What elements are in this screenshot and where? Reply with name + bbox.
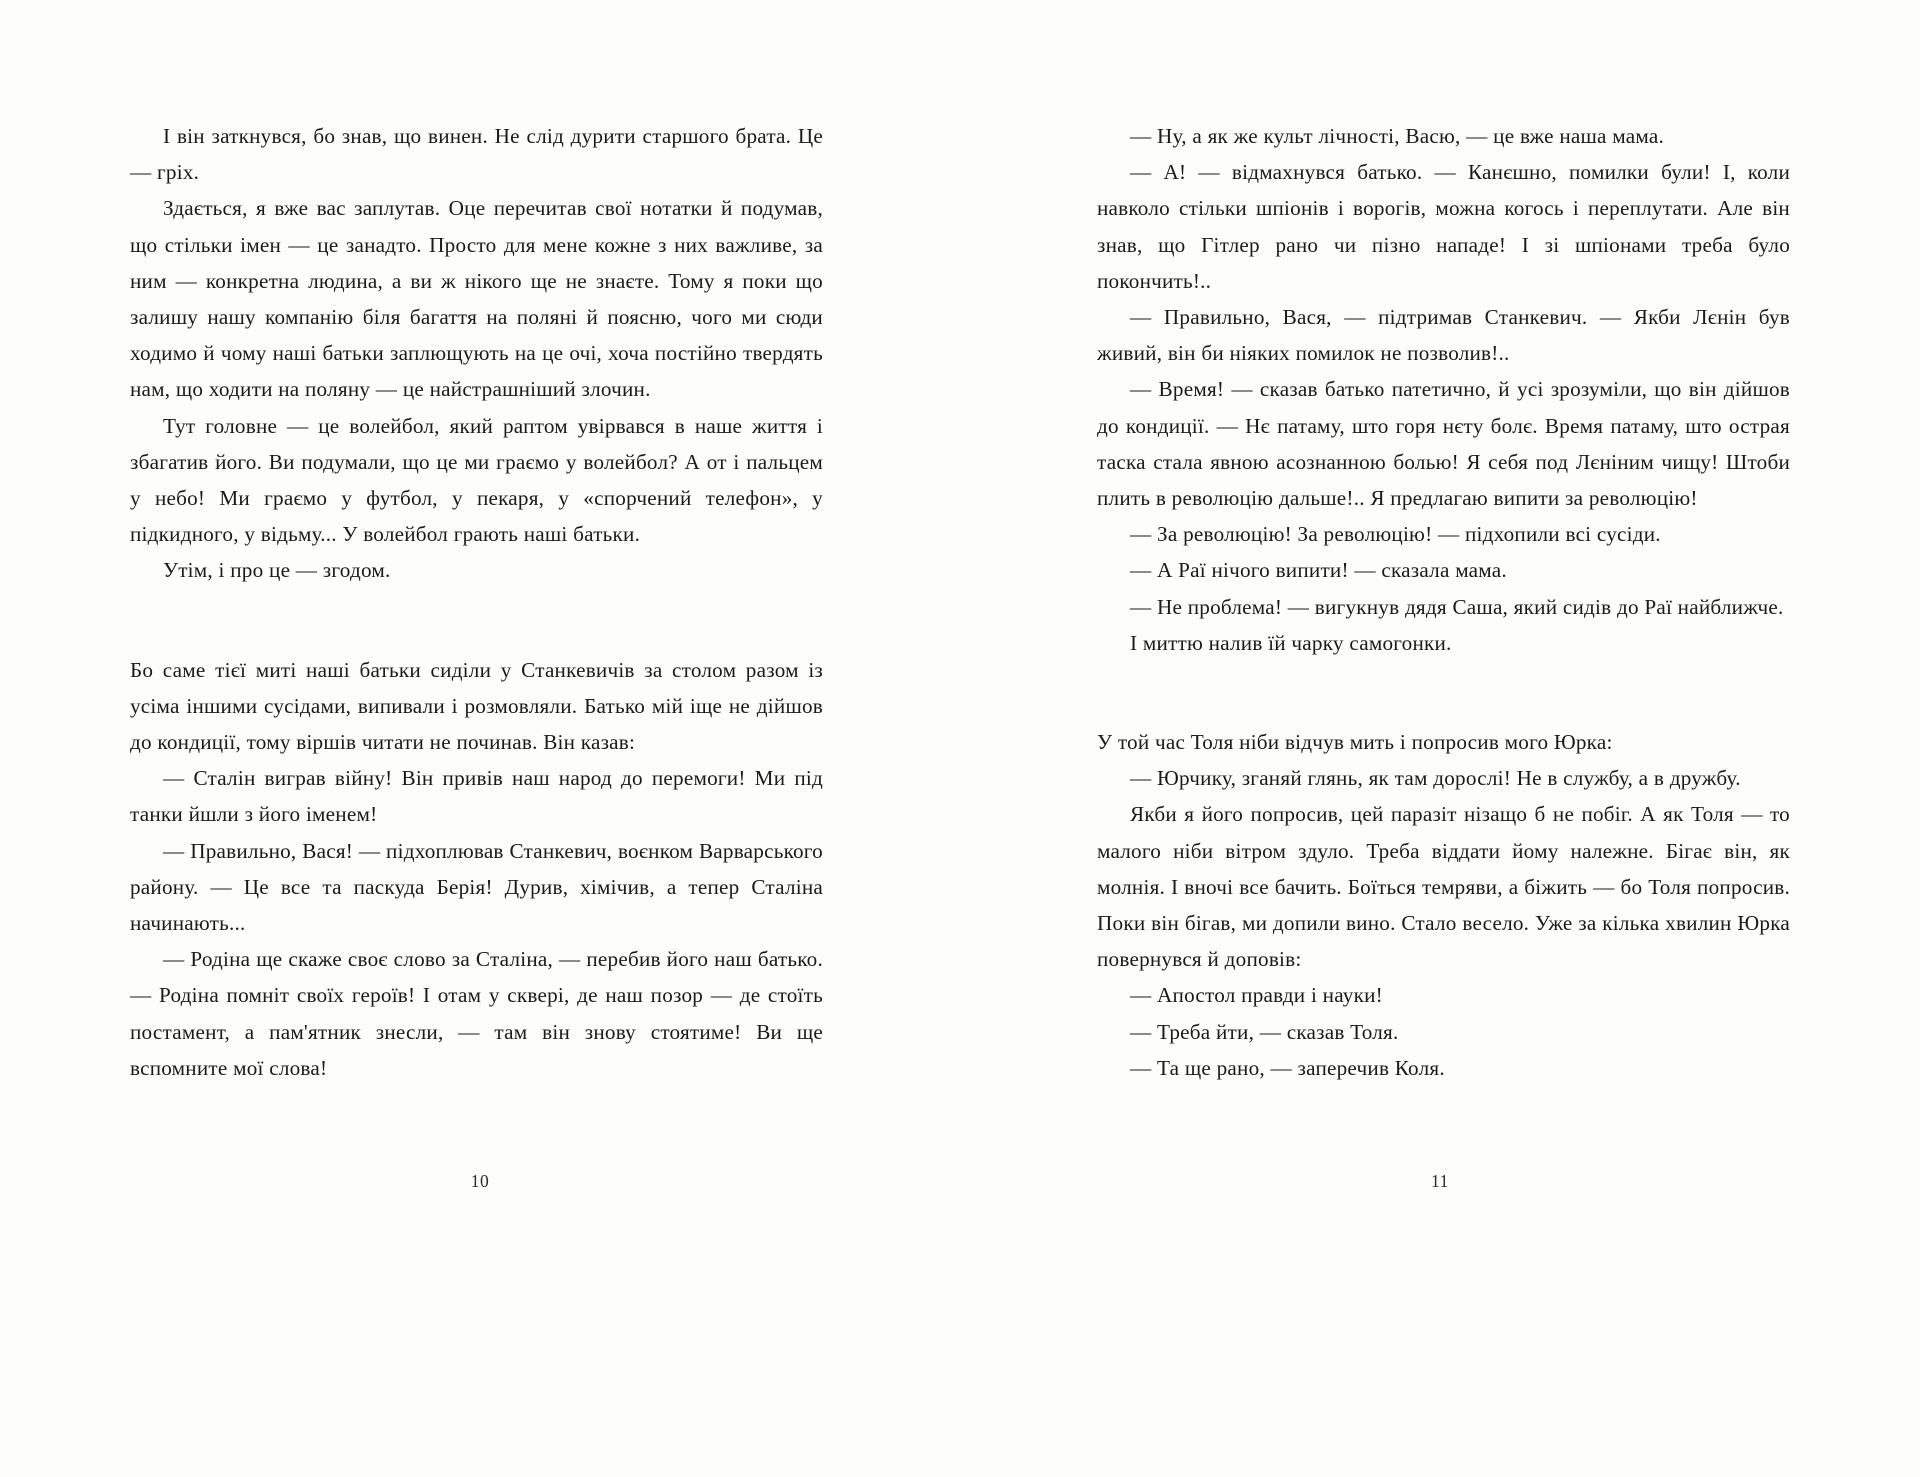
paragraph: Тут головне — це волейбол, який раптом увірвався в наше життя і збагатив його. Ви подумали, що це ми граємо у волейбол? А от і пальцем у небо! Ми граємо у футбол, у пекаря, у «спорчений телефон», у підкидного, у відьму... У волейбол грають наші батьки. <box>130 413 823 547</box>
left-block-2 <box>130 652 823 1086</box>
paragraph: — Та ще рано, — заперечив Коля. <box>1130 1055 1445 1080</box>
paragraph: У той час Толя ніби відчув мить і попросив мого Юрка: <box>1097 730 1613 755</box>
paragraph: — Юрчику, зганяй глянь, як там дорослі! Не в службу, а в дружбу. <box>1130 766 1741 791</box>
paragraph: — Апостол правди і науки! <box>1130 983 1383 1008</box>
right-block-2 <box>1097 724 1790 1086</box>
paragraph: — Ну, а як же культ лічності, Васю, — це вже наша мама. <box>1130 124 1664 148</box>
page-number-value: 11 <box>1431 1171 1449 1191</box>
right-block-1 <box>1097 118 1790 661</box>
paragraph: Утім, і про це — згодом. <box>163 558 391 583</box>
paragraph: — Родіна ще скаже своє слово за Сталіна, — перебив його наш батько. — Родіна помніт своїх героїв! І отам у сквері, де наш позор — де стоїть постамент, а пам'ятник знесли, — там він знову стоятиме! Ви ще вспомните мої слова! <box>130 947 823 1080</box>
paragraph: І він заткнувся, бо знав, що винен. Не слід дурити старшого брата. Це — гріх. <box>130 124 823 185</box>
page-number-left <box>0 1171 960 1192</box>
section-break <box>1097 661 1790 724</box>
right-page <box>960 0 1920 1477</box>
paragraph: Якби я його попросив, цей паразіт нізащо б не побіг. А як Толя — то малого ніби вітром здуло. Треба віддати йому належне. Бігає він, як молнія. І вночі все бачить. Боїться темряви, а біжить — бо Толя попросив. Поки він бігав, ми допили вино. Стало весело. Уже за кілька хвилин Юрка повернувся й доповів: <box>1097 802 1790 972</box>
paragraph: Здається, я вже вас заплутав. Оце перечитав свої нотатки й подумав, що стільки імен — це занадто. Просто для мене кожне з них важливе, за ним — конкретна людина, а ви ж нікого ще не знаєте. Тому я поки що залишу нашу компанію біля багаття на поляні й поясню, чого ми сюди ходимо й чому наші батьки заплющують на це очі, хоча постійно твердять нам, що ходити на поляну — це найстрашніший злочин. <box>130 196 823 402</box>
paragraph: — Правильно, Вася, — підтримав Станкевич. — Якби Лєнін був живий, він би ніяких помилок не позволив!.. <box>1097 305 1790 366</box>
page-number-value: 10 <box>470 1171 490 1191</box>
paragraph: — За революцію! За революцію! — підхопили всі сусіди. <box>1130 522 1661 547</box>
left-page-body <box>130 118 823 1086</box>
paragraph: — А! — відмахнувся батько. — Канєшно, помилки були! І, коли навколо стільки шпіонів і ворогів, можна когось і переплутати. Але він знав, що Гітлер рано чи пізно нападе! І зі шпіонами треба було покончить!.. <box>1097 160 1790 293</box>
paragraph: — А Раї нічого випити! — сказала мама. <box>1130 558 1507 583</box>
paragraph: — Время! — сказав батько патетично, й усі зрозуміли, що він дійшов до кондиції. — Нє патаму, што горя нєту болє. Время патаму, што острая таска стала явною асознанною болью! Я себя под Лєніним чищу! Штоби плить в революцію дальше!.. Я предлагаю випити за революцію! <box>1097 377 1790 511</box>
paragraph: — Не проблема! — вигукнув дядя Саша, який сидів до Раї найближче. <box>1130 594 1784 619</box>
paragraph: І миттю налив їй чарку самогонки. <box>1130 630 1452 655</box>
paragraph: — Треба йти, — сказав Толя. <box>1130 1019 1399 1044</box>
left-block-1 <box>130 118 823 589</box>
section-break <box>130 589 823 652</box>
paragraph: Бо саме тієї миті наші батьки сиділи у Станкевичів за столом разом із усіма іншими сусідами, випивали і розмовляли. Батько мій іще не дійшов до кондиції, тому віршів читати не починав. Він казав: <box>130 657 823 755</box>
right-page-body <box>1097 118 1790 1086</box>
paragraph: — Сталін виграв війну! Він привів наш народ до перемоги! Ми під танки йшли з його іменем! <box>130 766 823 827</box>
paragraph: — Правильно, Вася! — підхоплював Станкевич, воєнком Варварського району. — Це все та паскуда Берія! Дурив, хімічив, а тепер Сталіна начинають... <box>130 838 823 936</box>
page-number-right <box>960 1171 1920 1192</box>
